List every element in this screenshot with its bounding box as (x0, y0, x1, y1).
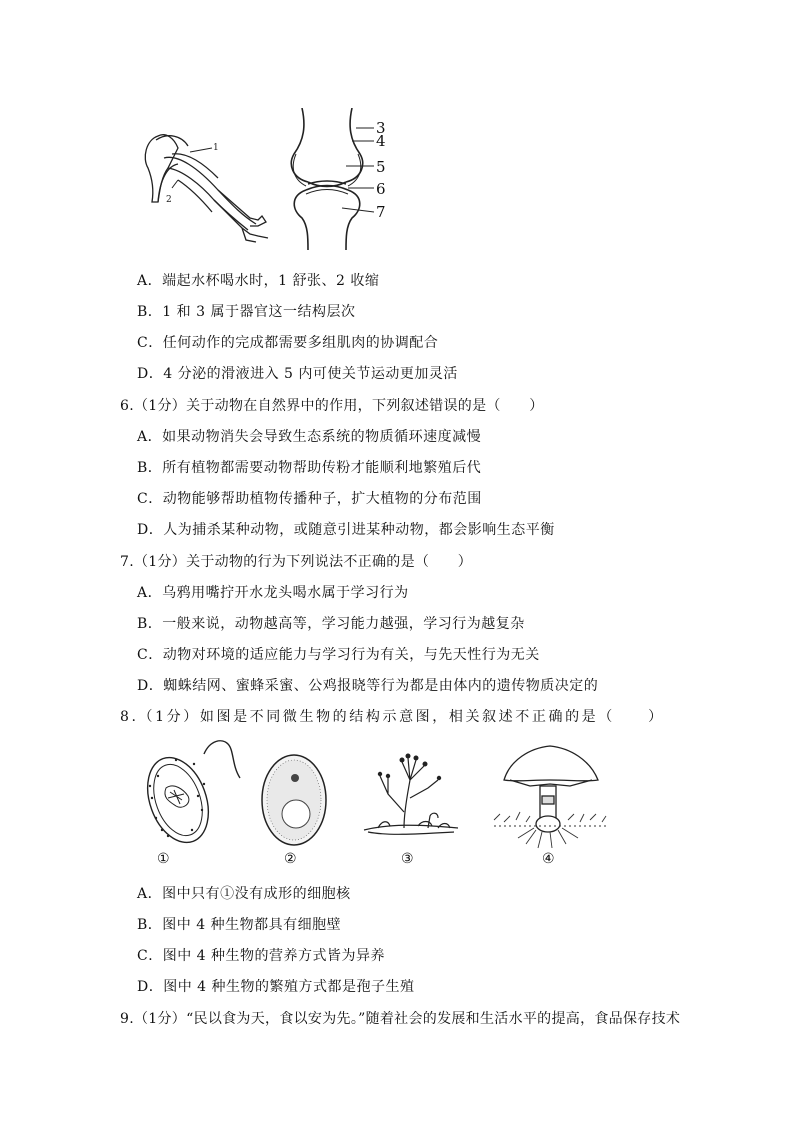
q6-option-d: D．人为捕杀某种动物，或随意引进某种动物，都会影响生态平衡 (137, 522, 555, 538)
q8-option-c: C．图中 4 种生物的营养方式皆为异养 (137, 948, 386, 964)
bacterium-diagram (132, 738, 247, 850)
arm-muscle-diagram (138, 118, 278, 252)
q6-option-b: B．所有植物都需要动物帮助传粉才能顺利地繁殖后代 (137, 460, 482, 476)
joint-label-3: 3 (376, 119, 386, 137)
microbe-caption-1: ① (157, 851, 170, 867)
joint-label-6: 6 (376, 180, 386, 198)
microbe-caption-4: ④ (542, 851, 555, 867)
arm-label-2: 2 (166, 195, 172, 205)
joint-label-4: 4 (376, 132, 386, 150)
q8-option-a: A．图中只有①没有成形的细胞核 (137, 886, 351, 902)
q8-option-d: D．图中 4 种生物的繁殖方式都是孢子生殖 (137, 979, 415, 995)
q6-stem: 6.（1分）关于动物在自然界中的作用，下列叙述错误的是（ ） (120, 398, 544, 414)
q7-option-b: B．一般来说，动物越高等，学习能力越强，学习行为越复杂 (137, 616, 525, 632)
q7-option-d: D．蜘蛛结网、蜜蜂采蜜、公鸡报晓等行为都是由体内的遗传物质决定的 (137, 678, 599, 694)
q5-option-c: C．任何动作的完成都需要多组肌肉的协调配合 (137, 335, 439, 351)
q6-option-a: A．如果动物消失会导致生态系统的物质循环速度减慢 (137, 429, 482, 445)
mushroom-diagram (490, 740, 610, 850)
q5-option-b: B．1 和 3 属于器官这一结构层次 (137, 304, 356, 320)
mold-diagram (358, 750, 463, 842)
yeast-diagram (258, 750, 330, 850)
joint-label-5: 5 (376, 158, 386, 176)
arm-label-1: 1 (213, 143, 219, 153)
q7-option-c: C．动物对环境的适应能力与学习行为有关，与先天性行为无关 (137, 647, 540, 663)
q9-stem: 9.（1分）“民以食为天，食以安为先。”随着社会的发展和生活水平的提高，食品保存技术 (120, 1011, 681, 1027)
q7-stem: 7.（1分）关于动物的行为下列说法不正确的是（ ） (120, 554, 473, 570)
q6-option-c: C．动物能够帮助植物传播种子，扩大植物的分布范围 (137, 491, 482, 507)
q5-option-d: D．4 分泌的滑液进入 5 内可使关节运动更加灵活 (137, 366, 458, 382)
q8-option-b: B．图中 4 种生物都具有细胞壁 (137, 917, 342, 933)
q8-stem: 8.（1分）如图是不同微生物的结构示意图，相关叙述不正确的是（ ） (120, 709, 665, 725)
microbe-caption-2: ② (284, 851, 297, 867)
microbe-caption-3: ③ (401, 851, 414, 867)
q7-option-a: A．乌鸦用嘴拧开水龙头喝水属于学习行为 (137, 585, 409, 601)
knee-joint-diagram (286, 108, 396, 253)
joint-label-7: 7 (376, 203, 386, 221)
q5-option-a: A．端起水杯喝水时，1 舒张、2 收缩 (137, 273, 380, 289)
